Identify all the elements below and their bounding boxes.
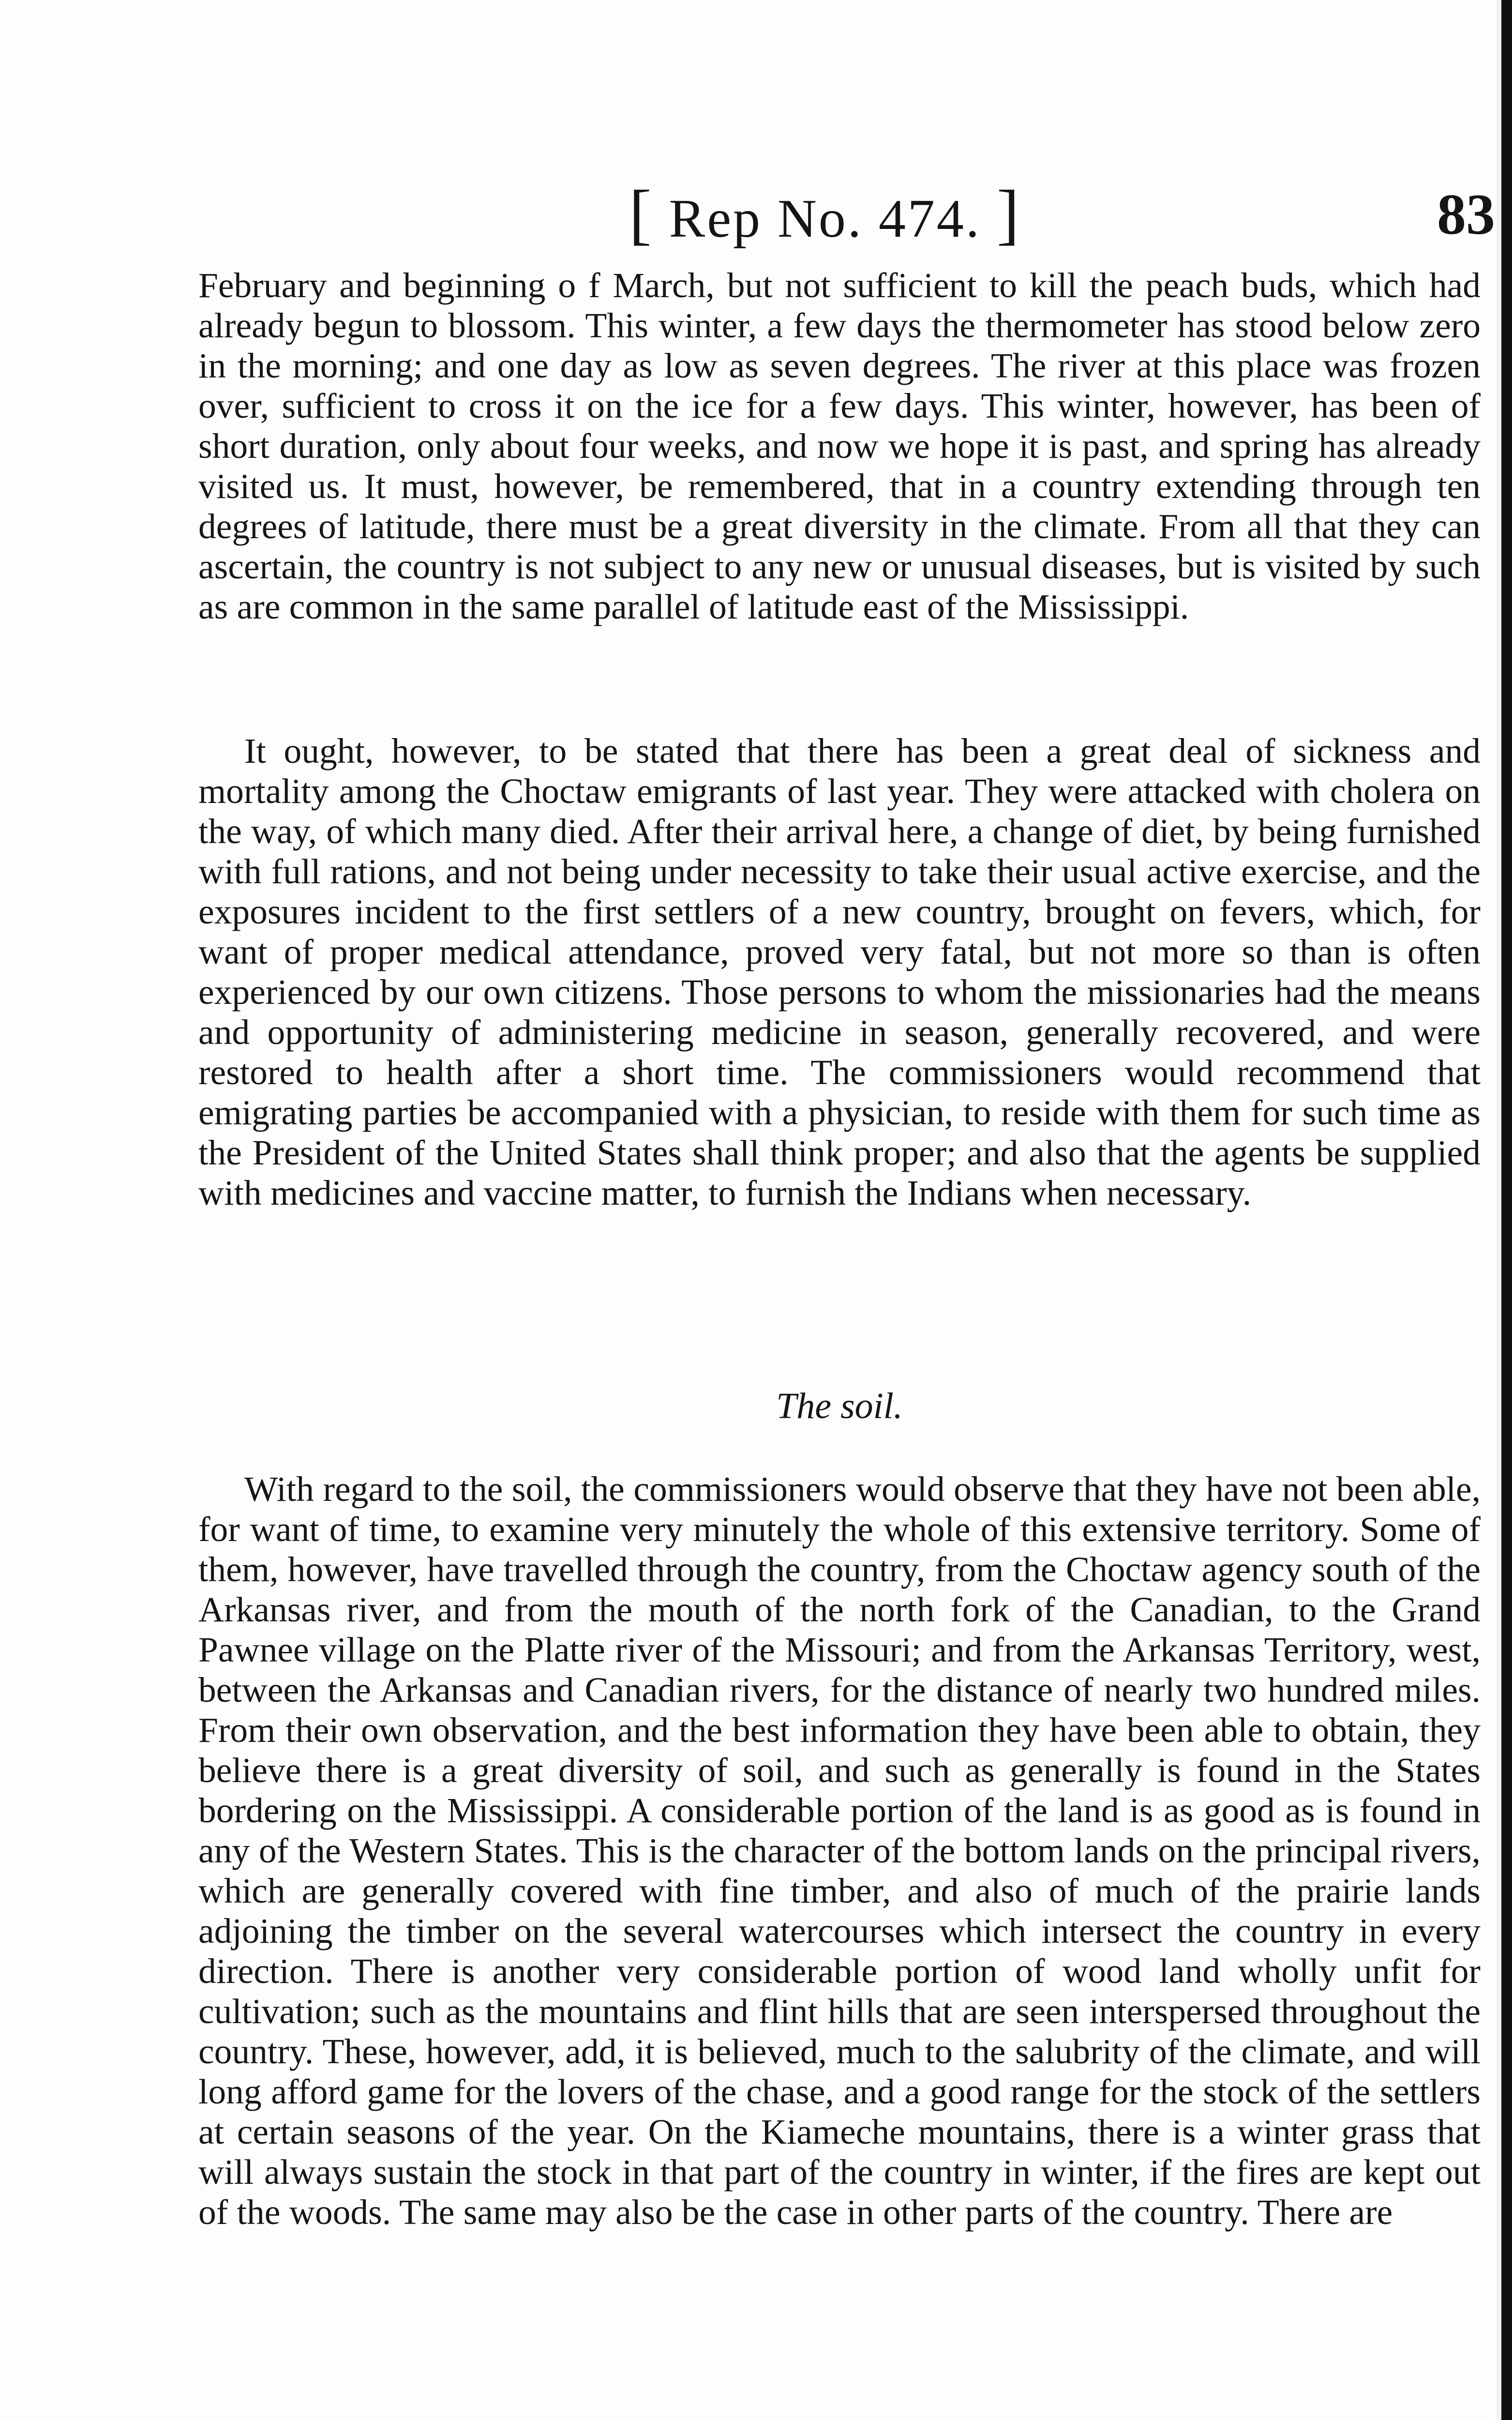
bracket-close: ] — [996, 177, 1021, 252]
section-heading-soil: The soil. — [776, 1386, 903, 1426]
report-number: Rep No. 474. — [669, 189, 981, 249]
report-title — [629, 178, 1021, 255]
page-number: 83 — [1437, 182, 1495, 246]
page-edge-shadow — [1501, 0, 1512, 2420]
climate-continuation — [198, 265, 1481, 627]
page-edge-gap — [1497, 0, 1501, 2420]
sickness-section — [198, 731, 1481, 1213]
soil-section — [198, 1469, 1481, 2232]
page-header — [629, 178, 1495, 251]
paragraph-soil: With regard to the soil, the commissioners would observe that they have not been able, for want of time, to examine very minutely the whole of this extensive territory. Some of them, however, have travelled through the country, from the Choctaw agency south of the Arkansas river, and from the mouth of the north fork of the Canadian, to the Grand Pawnee village on the Platte river of the Missouri; and from the Arkansas Territory, west, between the Arkansas and Canadian rivers, for the distance of nearly two hundred miles. From their own observation, and the best information they have been able to obtain, they believe there is a great diversity of soil, and such as generally is found in the States bordering on the Mississippi. A considerable portion of the land is as good as is found in any of the Western States. This is the character of the bottom lands on the principal rivers, which are generally covered with fine timber, and also of much of the prairie lands adjoining the timber on the several watercourses which intersect the country in every direction. There is another very considerable portion of wood land wholly unfit for cultivation; such as the mountains and flint hills that are seen interspersed throughout the country. These, however, add, it is believed, much to the salubrity of the climate, and will long afford game for the lovers of the chase, and a good range for the stock of the settlers at certain seasons of the year. On the Kiameche mountains, there is a winter grass that will always sustain the stock in that part of the country in winter, if the fires are kept out of the woods. The same may also be the case in other parts of the country. There are — [198, 1469, 1481, 2232]
paragraph-climate: February and beginning o f March, but not sufficient to kill the peach buds, which had already begun to blossom. This winter, a few days the thermometer has stood below zero in the morning; and one day as low as seven degrees. The river at this place was frozen over, sufficient to cross it on the ice for a few days. This winter, however, has been of short duration, only about four weeks, and now we hope it is past, and spring has already visited us. It must, however, be remembered, that in a country extending through ten degrees of latitude, there must be a great diversity in the climate. From all that they can ascertain, the country is not subject to any new or unusual diseases, but is visited by such as are common in the same parallel of latitude east of the Mississippi. — [198, 266, 1481, 626]
bracket-open: [ — [629, 177, 654, 252]
paragraph-sickness: It ought, however, to be stated that there has been a great deal of sickness and mortality among the Choctaw emigrants of last year. They were attacked with cholera on the way, of which many died. After their arrival here, a change of diet, by being furnished with full rations, and not being under necessity to take their usual active exercise, and the exposures incident to the first settlers of a new country, brought on fevers, which, for want of proper medical attendance, proved very fatal, but not more so than is often experienced by our own citizens. Those persons to whom the missionaries had the means and opportunity of administering medicine in season, generally recovered, and were restored to health after a short time. The commissioners would recommend that emigrating parties be accompanied with a physician, to reside with them for such time as the President of the United States shall think proper; and also that the agents be supplied with medicines and vaccine matter, to furnish the Indians when necessary. — [198, 731, 1481, 1212]
